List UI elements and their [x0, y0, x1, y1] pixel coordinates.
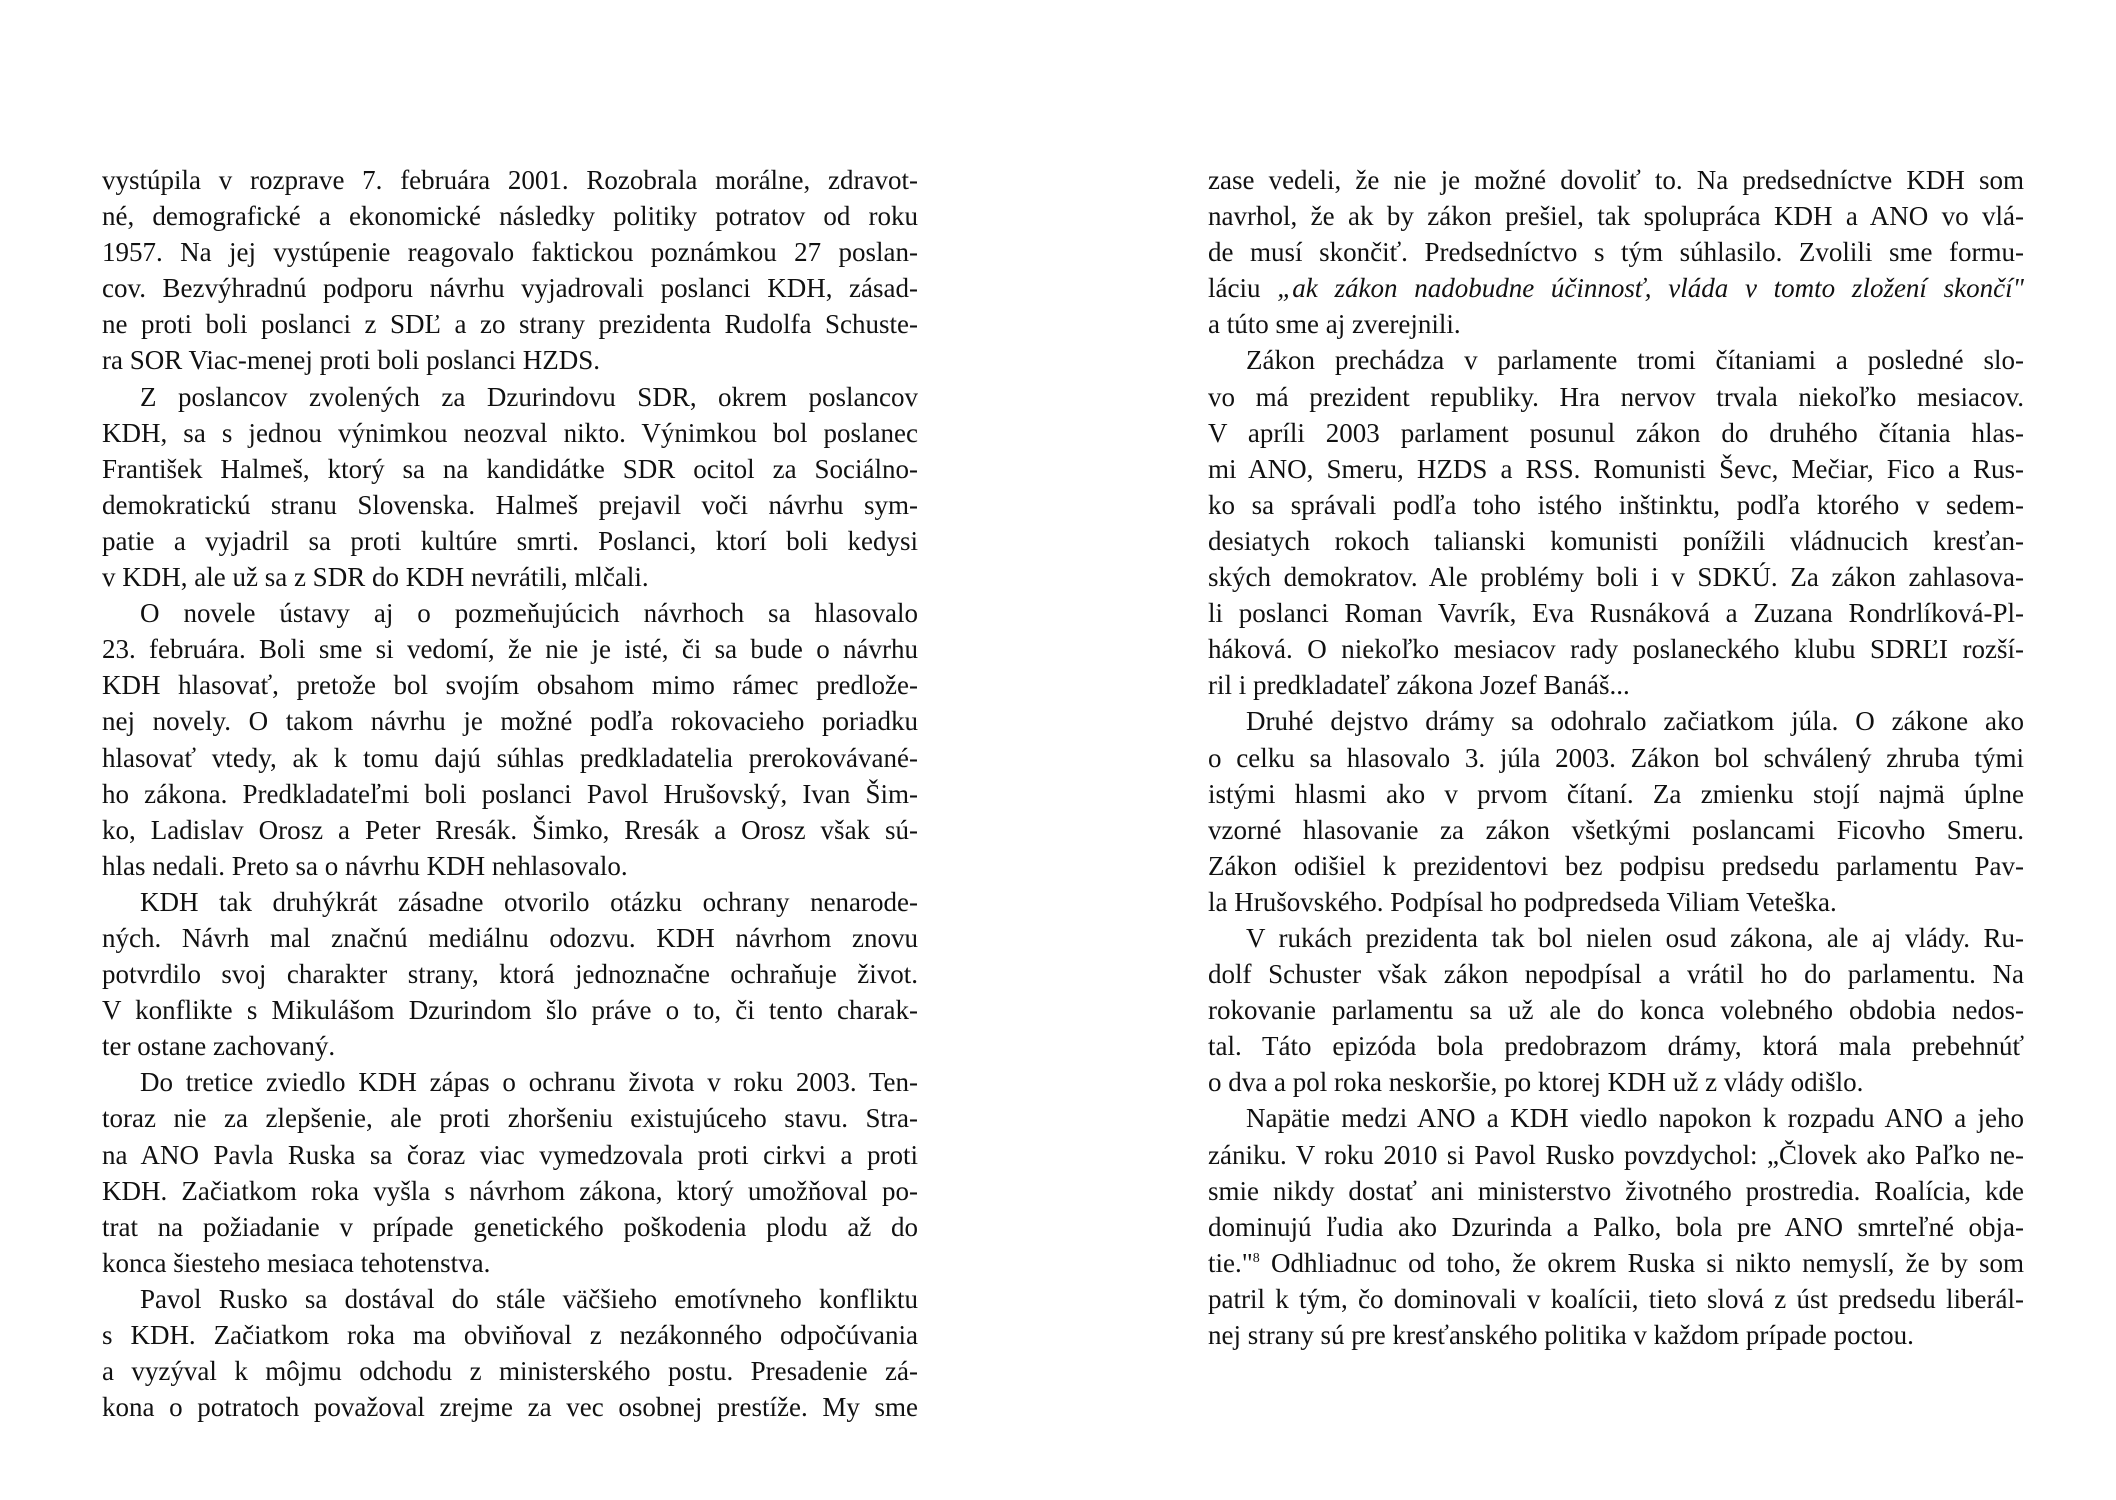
text-line: Pavol Rusko sa dostával do stále väčšieho emotívneho konfliktu [140, 1283, 918, 1314]
text-line: ho zákona. Predkladateľmi boli poslanci Pavol Hrušovský, Ivan Šim- [102, 778, 918, 809]
text-line: V rukách prezidenta tak bol nielen osud zákona, ale aj vlády. Ru- [1246, 922, 2024, 953]
footnote-marker[interactable]: 8 [1252, 1250, 1260, 1266]
text-line: de musí skončiť. Predsedníctvo s tým súhlasilo. Zvolili sme formu- [1208, 237, 2024, 268]
text-line: o dva a pol roka neskoršie, po ktorej KDH už z vlády odišlo. [1208, 1067, 1864, 1098]
text-line: a túto sme aj zverejnili. [1208, 309, 1461, 340]
text-line: tal. Táto epizóda bola predobrazom drámy, ktorá mala prebehnúť [1208, 1031, 2024, 1062]
text-segment: Odhliadnuc od toho, že okrem Ruska si nikto nemyslí, že by som [1259, 1247, 2024, 1278]
text-line: Z poslancov zvolených za Dzurindovu SDR, okrem poslancov [140, 381, 918, 412]
text-segment: tie." [1208, 1247, 1253, 1278]
paragraph [102, 379, 918, 596]
paragraph [1208, 920, 2024, 1100]
text-line: hlas nedali. Preto sa o návrhu KDH nehlasovalo. [102, 850, 628, 881]
paragraph [1208, 703, 2024, 920]
text-line: kona o potratoch považoval zrejme za vec osobnej prestíže. My sme [102, 1392, 918, 1423]
text-line: KDH tak druhýkrát zásadne otvorilo otázku ochrany nenarode- [140, 886, 918, 917]
text-line: nej strany sú pre kresťanského politika v každom prípade poctou. [1208, 1320, 1914, 1350]
paragraph [102, 595, 918, 884]
text-line: a vyzýval k môjmu odchodu z ministerského postu. Presadenie zá- [102, 1356, 918, 1387]
text-line: desiatych rokoch talianski komunisti ponížili vládnucich kresťan- [1208, 525, 2024, 556]
text-line: rokovanie parlamentu sa už ale do konca volebného obdobia nedos- [1208, 995, 2024, 1026]
text-line: Napätie medzi ANO a KDH viedlo napokon k rozpadu ANO a jeho [1246, 1103, 2024, 1134]
paragraph [102, 1281, 918, 1425]
text-line: patie a vyjadril sa proti kultúre smrti. Poslanci, ktorí boli kedysi [102, 525, 918, 556]
text-line: konca šiesteho mesiaca tehotenstva. [102, 1247, 491, 1278]
paragraph [102, 1064, 918, 1281]
text-line: vystúpila v rozprave 7. februára 2001. Rozobrala morálne, zdravot- [102, 165, 918, 195]
text-line: la Hrušovského. Podpísal ho podpredseda Viliam Veteška. [1208, 886, 1837, 917]
text-line: na ANO Pavla Ruska sa čoraz viac vymedzovala proti cirkvi a proti [102, 1139, 918, 1170]
text-line: KDH. Začiatkom roka vyšla s návrhom zákona, ktorý umožňoval po- [102, 1175, 918, 1206]
text-line: potvrdilo svoj charakter strany, ktorá jednoznačne ochraňuje život. [102, 959, 918, 990]
text-line: mi ANO, Smeru, HZDS a RSS. Romunisti Ševc, Mečiar, Fico a Rus- [1208, 453, 2024, 484]
text-line: František Halmeš, ktorý sa na kandidátke SDR ocitol za Sociálno- [102, 453, 918, 484]
text-line: nej novely. O takom návrhu je možné podľa rokovacieho poriadku [102, 706, 918, 737]
paragraph [1208, 1100, 2024, 1353]
paragraph [1208, 162, 2024, 342]
paragraph [102, 884, 918, 1064]
text-line: zániku. V roku 2010 si Pavol Rusko povzdychol: „Človek ako Paľko ne- [1208, 1139, 2024, 1170]
text-line: né, demografické a ekonomické následky politiky potratov od roku [102, 201, 918, 232]
text-line: hlasovať vtedy, ak k tomu dajú súhlas predkladatelia prerokovávané- [102, 742, 918, 773]
text-line: ko sa správali podľa toho istého inštinktu, podľa ktorého v sedem- [1208, 489, 2024, 520]
text-line: ter ostane zachovaný. [102, 1031, 336, 1062]
text-line [1208, 1245, 2024, 1281]
text-line: toraz nie za zlepšenie, ale proti zhoršeniu existujúceho stavu. Stra- [102, 1103, 918, 1134]
text-line: ra SOR Viac-menej proti boli poslanci HZDS. [102, 345, 601, 376]
text-line: dolf Schuster však zákon nepodpísal a vrátil ho do parlamentu. Na [1208, 959, 2024, 990]
text-line: v KDH, ale už sa z SDR do KDH nevrátili, mlčali. [102, 562, 649, 593]
text-line: zase vedeli, že nie je možné dovoliť to. Na predsedníctve KDH som [1208, 165, 2024, 195]
text-line: istými hlasmi ako v prvom čítaní. Za zmienku stojí najmä úplne [1208, 778, 2024, 809]
text-line: li poslanci Roman Vavrík, Eva Rusnáková a Zuzana Rondrlíková-Pl- [1208, 598, 2024, 629]
text-line: ských demokratov. Ale problémy boli i v SDKÚ. Za zákon zahlasova- [1208, 562, 2024, 593]
text-line: ril i predkladateľ zákona Jozef Banáš... [1208, 670, 1630, 701]
right-page [1208, 162, 2024, 1353]
text-line: 23. februára. Boli sme si vedomí, že nie je isté, či sa bude o návrhu [102, 634, 918, 665]
text-line: patril k tým, čo dominovali v koalícii, tieto slová z úst predsedu liberál- [1208, 1283, 2024, 1314]
text-line: láciu „ak zákon nadobudne účinnosť, vláda v tomto zložení skončí" [1208, 273, 2024, 304]
text-line: Zákon odišiel k prezidentovi bez podpisu predsedu parlamentu Pav- [1208, 850, 2024, 881]
text-line: O novele ústavy aj o pozmeňujúcich návrhoch sa hlasovalo [140, 598, 918, 629]
paragraph [1208, 342, 2024, 703]
text-line: Zákon prechádza v parlamente tromi čítaniami a posledné slo- [1246, 345, 2024, 376]
text-line: V apríli 2003 parlament posunul zákon do druhého čítania hlas- [1208, 417, 2024, 448]
text-line: KDH, sa s jednou výnimkou neozval nikto. Výnimkou bol poslanec [102, 417, 918, 448]
text-line: ne proti boli poslanci z SDĽ a zo strany prezidenta Rudolfa Schuste- [102, 309, 918, 340]
left-page [102, 162, 918, 1425]
text-line: vo má prezident republiky. Hra nervov trvala niekoľko mesiacov. [1208, 381, 2024, 412]
text-line: Do tretice zviedlo KDH zápas o ochranu života v roku 2003. Ten- [140, 1067, 918, 1098]
text-line: Druhé dejstvo drámy sa odohralo začiatkom júla. O zákone ako [1246, 706, 2024, 737]
text-line: o celku sa hlasovalo 3. júla 2003. Zákon bol schválený zhruba tými [1208, 742, 2024, 773]
text-line: KDH hlasovať, pretože bol svojím obsahom mimo rámec predlože- [102, 670, 918, 701]
text-line: demokratickú stranu Slovenska. Halmeš prejavil voči návrhu sym- [102, 489, 918, 520]
paragraph [102, 162, 918, 379]
text-line: smie nikdy dostať ani ministerstvo životného prostredia. Roalícia, kde [1208, 1175, 2024, 1206]
text-line: ných. Návrh mal značnú mediálnu odozvu. KDH návrhom znovu [102, 922, 918, 953]
text-line: háková. O niekoľko mesiacov rady poslaneckého klubu SDRĽI rozší- [1208, 634, 2024, 665]
text-line: V konflikte s Mikulášom Dzurindom šlo práve o to, či tento charak- [102, 995, 918, 1026]
text-line: vzorné hlasovanie za zákon všetkými poslancami Ficovho Smeru. [1208, 814, 2024, 845]
text-line: s KDH. Začiatkom roka ma obviňoval z nezákonného odpočúvania [102, 1320, 918, 1350]
text-line: dominujú ľudia ako Dzurinda a Palko, bola pre ANO smrteľné obja- [1208, 1211, 2024, 1242]
text-line: trat na požiadanie v prípade genetického poškodenia plodu až do [102, 1211, 918, 1242]
text-line: 1957. Na jej vystúpenie reagovalo faktickou poznámkou 27 poslan- [102, 237, 918, 268]
text-line: navrhol, že ak by zákon prešiel, tak spolupráca KDH a ANO vo vlá- [1208, 201, 2024, 232]
text-line: cov. Bezvýhradnú podporu návrhu vyjadrovali poslanci KDH, zásad- [102, 273, 918, 304]
text-line: ko, Ladislav Orosz a Peter Rresák. Šimko, Rresák a Orosz však sú- [102, 814, 918, 845]
